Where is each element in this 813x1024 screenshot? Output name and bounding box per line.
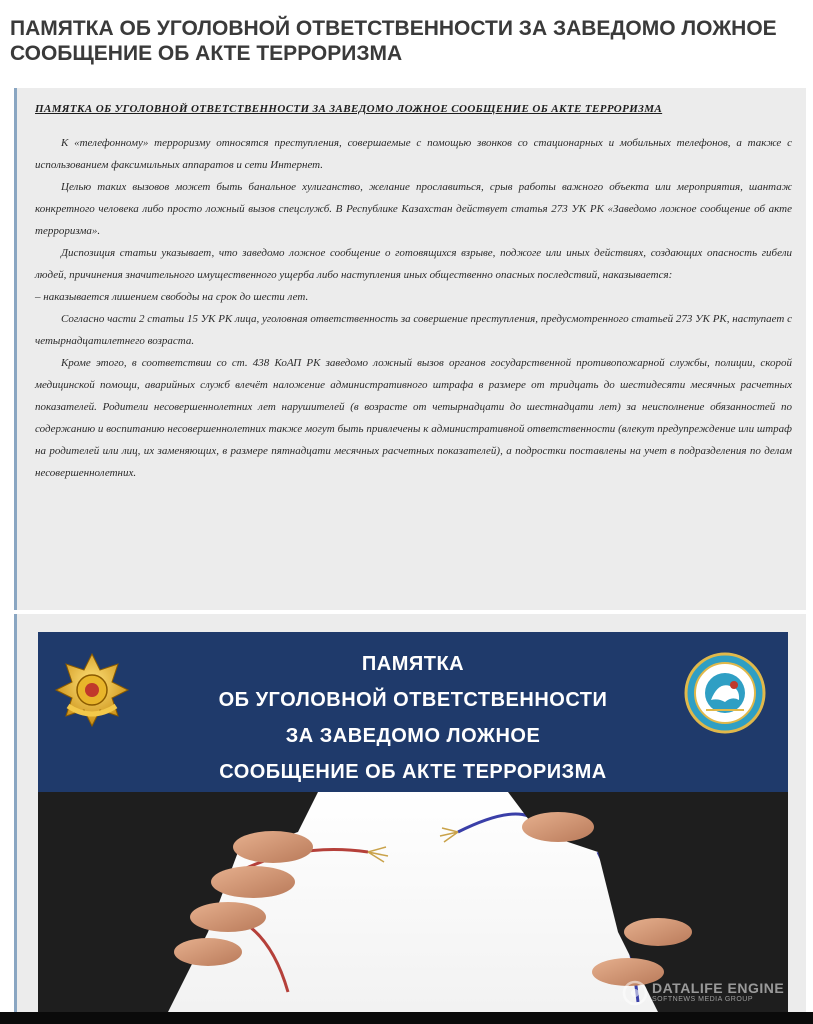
city-coat-of-arms-icon [684,652,766,734]
article-paragraph-1: К «телефонному» терроризму относятся преступления, совершаемые с помощью звонков со стационарных и мобильных телефонов, а также с использованием факсимильных аппаратов и сети Интернет. [35,137,792,171]
watermark-sub-text: SOFTNEWS MEDIA GROUP [652,996,754,1003]
bottom-bar [0,1012,813,1024]
poster-header [38,632,788,792]
page-title: ПАМЯТКА ОБ УГОЛОВНОЙ ОТВЕТСТВЕННОСТИ ЗА ЗАВЕДОМО ЛОЖНОЕ СООБЩЕНИЕ ОБ АКТЕ ТЕРРОРИЗМА [10,17,777,65]
emergency-service-emblem-icon [52,650,132,730]
watermark [620,978,800,1008]
poster-title-line: ПАМЯТКА [361,653,465,675]
article-paragraph-5: Согласно части 2 статьи 15 УК РК лица, уголовная ответственность за совершение преступления, предусмотренного статьей 273 УК РК, наступает с четырнадцатилетнего возраста. [35,313,792,347]
poster-title-line: ОБ УГОЛОВНОЙ ОТВЕТСТВЕННОСТИ [218,689,608,711]
article-body [14,88,806,610]
poster-title-line: СООБЩЕНИЕ ОБ АКТЕ ТЕРРОРИЗМА [219,761,607,783]
poster-title [158,646,668,790]
article-title: ПАМЯТКА ОБ УГОЛОВНОЙ ОТВЕТСТВЕННОСТИ ЗА ЗАВЕДОМО ЛОЖНОЕ СООБЩЕНИЕ ОБ АКТЕ ТЕРРОРИЗМА [35,103,663,115]
poster-title-line: ЗА ЗАВЕДОМО ЛОЖНОЕ [285,725,541,747]
article-paragraph-4: – наказывается лишением свободы на срок до шести лет. [35,291,309,303]
article-paragraph-6: Кроме этого, в соответствии со ст. 438 КоАП РК заведомо ложный вызов органов государственной противопожарной службы, полиции, скорой медицинской помощи, аварийных служб влечёт наложение административного штрафа в размере от тридцать до шестидесяти месячных расчетных показателей. Родители несовершеннолетних лет нарушителей (в возрасте от четырнадцати до шестнадцати лет) за неисполнение обязанностей по содержанию и воспитанию несовершеннолетних также могут быть привлечены к административной ответственности (влекут предупреждение или штраф на родителей или лиц, их заменяющих, в размере пятнадцати месячных расчетных показателей), а подростки поставлены на учет в подразделения по делам несовершеннолетних. [35,357,792,479]
article-paragraph-3: Диспозиция статьи указывает, что заведомо ложное сообщение о готовящихся взрыве, поджоге или иных действиях, создающих опасность гибели людей, причинения значительного имущественного ущерба либо наступления иных общественно опасных последствий, наказывается: [35,247,792,281]
watermark-main-text: DATALIFE ENGINE [652,980,785,996]
poster-image [38,632,788,1012]
datalife-logo-icon [622,980,648,1006]
article-paragraph-2: Целью таких вызовов может быть банальное хулиганство, желание прославиться, срыв работы важного объекта или мероприятия, шантаж конкретного человека либо просто ложный вызов спецслужб. В Республике Казахстан действует статья 273 УК РК «Заведомо ложное сообщение об акте терроризма». [35,181,792,237]
